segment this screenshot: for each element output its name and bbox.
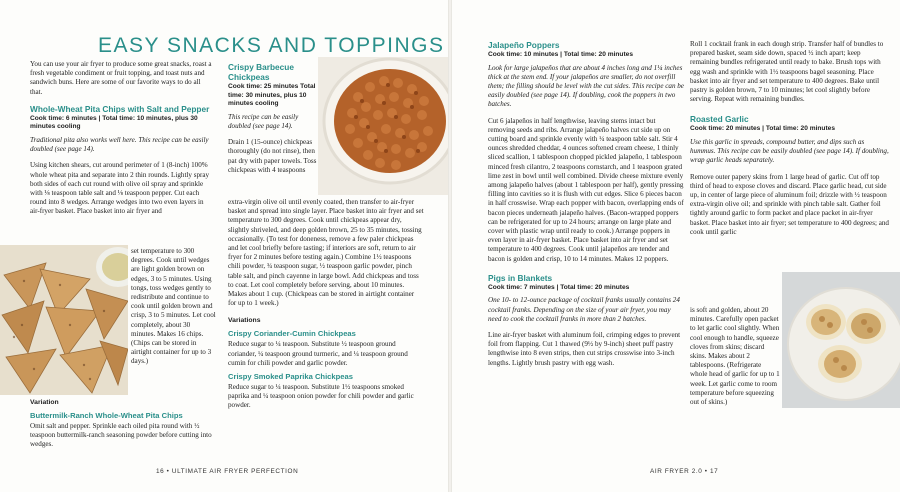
chickpea-body-wrap xyxy=(228,198,424,415)
pigs-body: Line air-fryer basket with aluminum foil, crimping edges to prevent foil from flapping. Cut 1 thawed (9½ by 9-inch) sheet puff pastry lengthwise into 8 even strips, then cut strips crosswise into 3-inch lengths. Lightly brush pastry with egg wash. xyxy=(488,331,681,367)
pita-note: Traditional pita also works well here. This recipe can be easily doubled (see page 14). xyxy=(30,136,209,154)
pigs-heading: Pigs in Blankets xyxy=(488,272,553,283)
chickpea-body-a: Drain 1 (15-ounce) chickpeas thoroughly (do not rinse), then pat dry with paper towels. Toss chickpeas with 4 teaspoons xyxy=(228,138,317,174)
pita-body-a: Using kitchen shears, cut around perimeter of 1 (8-inch) 100% whole wheat pita and separate into 2 thin rounds. Lightly spray both sides of each cut round with olive oil spray and sprinkle with ⅛ teaspoon table salt and ⅛ teaspoon pepper. Cut each round into 8 wedges. Arrange wedges into two even layers in air-fryer basket. Place basket into air fryer and xyxy=(30,161,210,216)
garlic-heading: Roasted Garlic xyxy=(690,114,749,125)
pita-body-wrap xyxy=(131,247,216,371)
pita-meta: Cook time: 6 minutes | Total time: 10 minutes, plus 30 minutes cooling xyxy=(30,114,198,131)
pigs-note: One 10- to 12-ounce package of cocktail franks usually contains 24 cocktail franks. Depending on the size of your air fryer, you may need to cook the cocktail franks in more than 2 batches. xyxy=(488,296,680,323)
pita-chips-photo xyxy=(0,245,128,395)
garlic-body-b: is soft and golden, about 20 minutes. Carefully open packet to let garlic cool slightly. When cool enough to handle, squeeze cloves from skins; discard skins. Makes about 2 tablespoons. (Refrigerate whole head of garlic for up to 1 week. Let garlic come to room temperature before squeezing out of skins.) xyxy=(690,306,780,407)
chickpea-body-b: extra-virgin olive oil until evenly coated, then transfer to air-fryer basket and spread into single layer. Place basket into air fryer and set temperature to 300 degrees. Cook until chickpeas appear dry, slightly shriveled, and deep golden brown, 25 to 35 minutes, tossing occasionally. (To test for doneness, remove a few paler chickpeas and let cool briefly before tasting; if interiors are soft, return to air fryer for 2 minutes before testing again.) Combine 1½ teaspoons chili powder, ¾ teaspoon sugar, ½ teaspoon garlic powder, pinch table salt, and pinch cayenne in large bowl. Add chickpeas and toss to coat. Let cool completely before serving, about 10 minutes. Makes about 1 cup. (Chickpeas can be stored in airtight container for up to 1 week.) xyxy=(228,198,424,308)
pita-variation-body: Omit salt and pepper. Sprinkle each oiled pita round with ½ teaspoon buttermilk-ranch seasoning powder before cutting into wedges. xyxy=(30,422,212,449)
right-column-2 xyxy=(690,40,890,237)
paprika-heading: Crispy Smoked Paprika Chickpeas xyxy=(228,372,353,382)
page-title: EASY SNACKS AND TOPPINGS xyxy=(98,34,445,57)
garlic-body-a: Remove outer papery skins from 1 large head of garlic. Cut off top third of head to expose cloves and discard. Place garlic head, cut side up, in center of large piece of aluminum foil; drizzle with ½ teaspoon extra-virgin olive oil; and sprinkle with pinch table salt. Gather foil tightly around garlic to form packet and place packet in air-fryer basket. Place basket into air fryer; set temperature to 400 degrees; and cook until garlic xyxy=(690,172,889,236)
roasted-garlic-photo xyxy=(782,272,900,408)
garlic-note: Use this garlic in spreads, compound butter, and dips such as hummus. This recipe can be easily doubled (see page 14). If doubling, wrap garlic heads separately. xyxy=(690,138,889,165)
chickpea-note: This recipe can be easily doubled (see page 14). xyxy=(228,112,299,130)
left-column-1 xyxy=(30,60,214,217)
chickpea-top xyxy=(228,62,318,175)
jalapeno-note: Look for large jalapeños that are about 4 inches long and 1¼ inches thick at the stem end. If your jalapeños are smaller, do not overfill them; the filling should be level with the cut sides. This recipe can be easily doubled (see page 14). If doubling, cook the poppers in two batches. xyxy=(488,63,684,109)
pita-heading: Whole-Wheat Pita Chips with Salt and Pepper xyxy=(30,103,210,114)
left-page xyxy=(0,0,448,492)
chickpea-variations-label: Variations xyxy=(228,317,261,325)
left-folio: 16 • ULTIMATE AIR FRYER PERFECTION xyxy=(156,468,299,475)
pita-variation xyxy=(30,398,216,454)
garlic-body-wrap xyxy=(690,306,780,411)
pita-variation-heading: Buttermilk-Ranch Whole-Wheat Pita Chips xyxy=(30,411,183,420)
pita-body-b: set temperature to 300 degrees. Cook until wedges are light golden brown on edges, 3 to 5 minutes. Using tongs, toss wedges gently to redistribute and continue to cook until golden brown and crisp, 3 to 5 minutes. Let cool completely, about 30 minutes. Makes 16 chips. (Chips can be stored in airtight container for up to 3 days.) xyxy=(131,247,216,366)
jalapeno-heading: Jalapeño Poppers xyxy=(488,40,560,50)
coriander-heading: Crispy Coriander-Cumin Chickpeas xyxy=(228,329,356,339)
right-page xyxy=(452,0,900,492)
right-column-1 xyxy=(488,40,684,372)
chickpea-meta: Cook time: 25 minutes Total time: 30 minutes, plus 10 minutes cooling xyxy=(228,83,316,108)
right-folio: AIR FRYER 2.0 • 17 xyxy=(650,468,719,475)
pita-variation-label: Variation xyxy=(30,399,59,406)
garlic-meta: Cook time: 20 minutes | Total time: 20 minutes xyxy=(690,125,835,133)
chickpeas-photo xyxy=(318,57,448,195)
jalapeno-meta: Cook time: 10 minutes | Total time: 20 minutes xyxy=(488,51,633,58)
coriander-body: Reduce sugar to ¼ teaspoon. Substitute ½ teaspoon ground coriander, ¼ teaspoon ground turmeric, and ¼ teaspoon ground cumin for chili powder and garlic powder. xyxy=(228,340,408,367)
pigs-body-continued: Roll 1 cocktail frank in each dough strip. Transfer half of bundles to prepared basket, seam side down, spaced ½ inch apart; keep remaining bundles refrigerated until ready to bake. Brush tops with egg wash and sprinkle with 1½ teaspoons bagel seasoning. Place basket into air fryer and set temperature to 400 degrees. Bake until pastry is golden brown, 7 to 10 minutes; let cool slightly before serving. Repeat with remaining bundles. xyxy=(690,40,884,104)
jalapeno-body: Cut 6 jalapeños in half lengthwise, leaving stems intact but removing seeds and ribs. Arrange jalapeño halves cut side up on cutting board and sprinkle evenly with ¼ teaspoon table salt. Stir 4 ounces shredded cheddar, 4 ounces softened cream cheese, 1 thinly sliced scallion, 1 tablespoon chopped pickled jalapeño, 1 tablespoon minced fresh cilantro, 2 teaspoons cornstarch, and 1 teaspoon grated lime zest in bowl until well combined. Divide cheese mixture evenly among jalapeño halves (about 1 tablespoon per half), gently pressing filling into cavities so it is flush with cut edges. Slice 6 pieces bacon in half crosswise. Wrap each popper with bacon, overlapping ends of bacon pieces underneath jalapeño halves. (Bacon-wrapped poppers can be refrigerated for up to 24 hours; arrange on large plate and cover with plastic wrap until ready to cook.) Arrange poppers in even layer in air-fryer basket. Place basket into air fryer and set temperature to 400 degrees. Cook until jalapeños are tender and bacon is golden and crisp, 10 to 14 minutes. Makes 12 poppers. xyxy=(488,116,684,263)
intro-text: You can use your air fryer to produce some great snacks, roast a fresh vegetable condiment or fruit topping, and toast nuts and sandwich buns. Here are some of our favorite ways to do all that. xyxy=(30,60,212,96)
pigs-meta: Cook time: 7 minutes | Total time: 20 minutes xyxy=(488,283,630,291)
chickpea-heading: Crispy Barbecue Chickpeas xyxy=(228,62,294,82)
paprika-body: Reduce sugar to ¼ teaspoon. Substitute 1½ teaspoons smoked paprika and ¼ teaspoon onion powder for chili powder and garlic powder. xyxy=(228,383,414,410)
